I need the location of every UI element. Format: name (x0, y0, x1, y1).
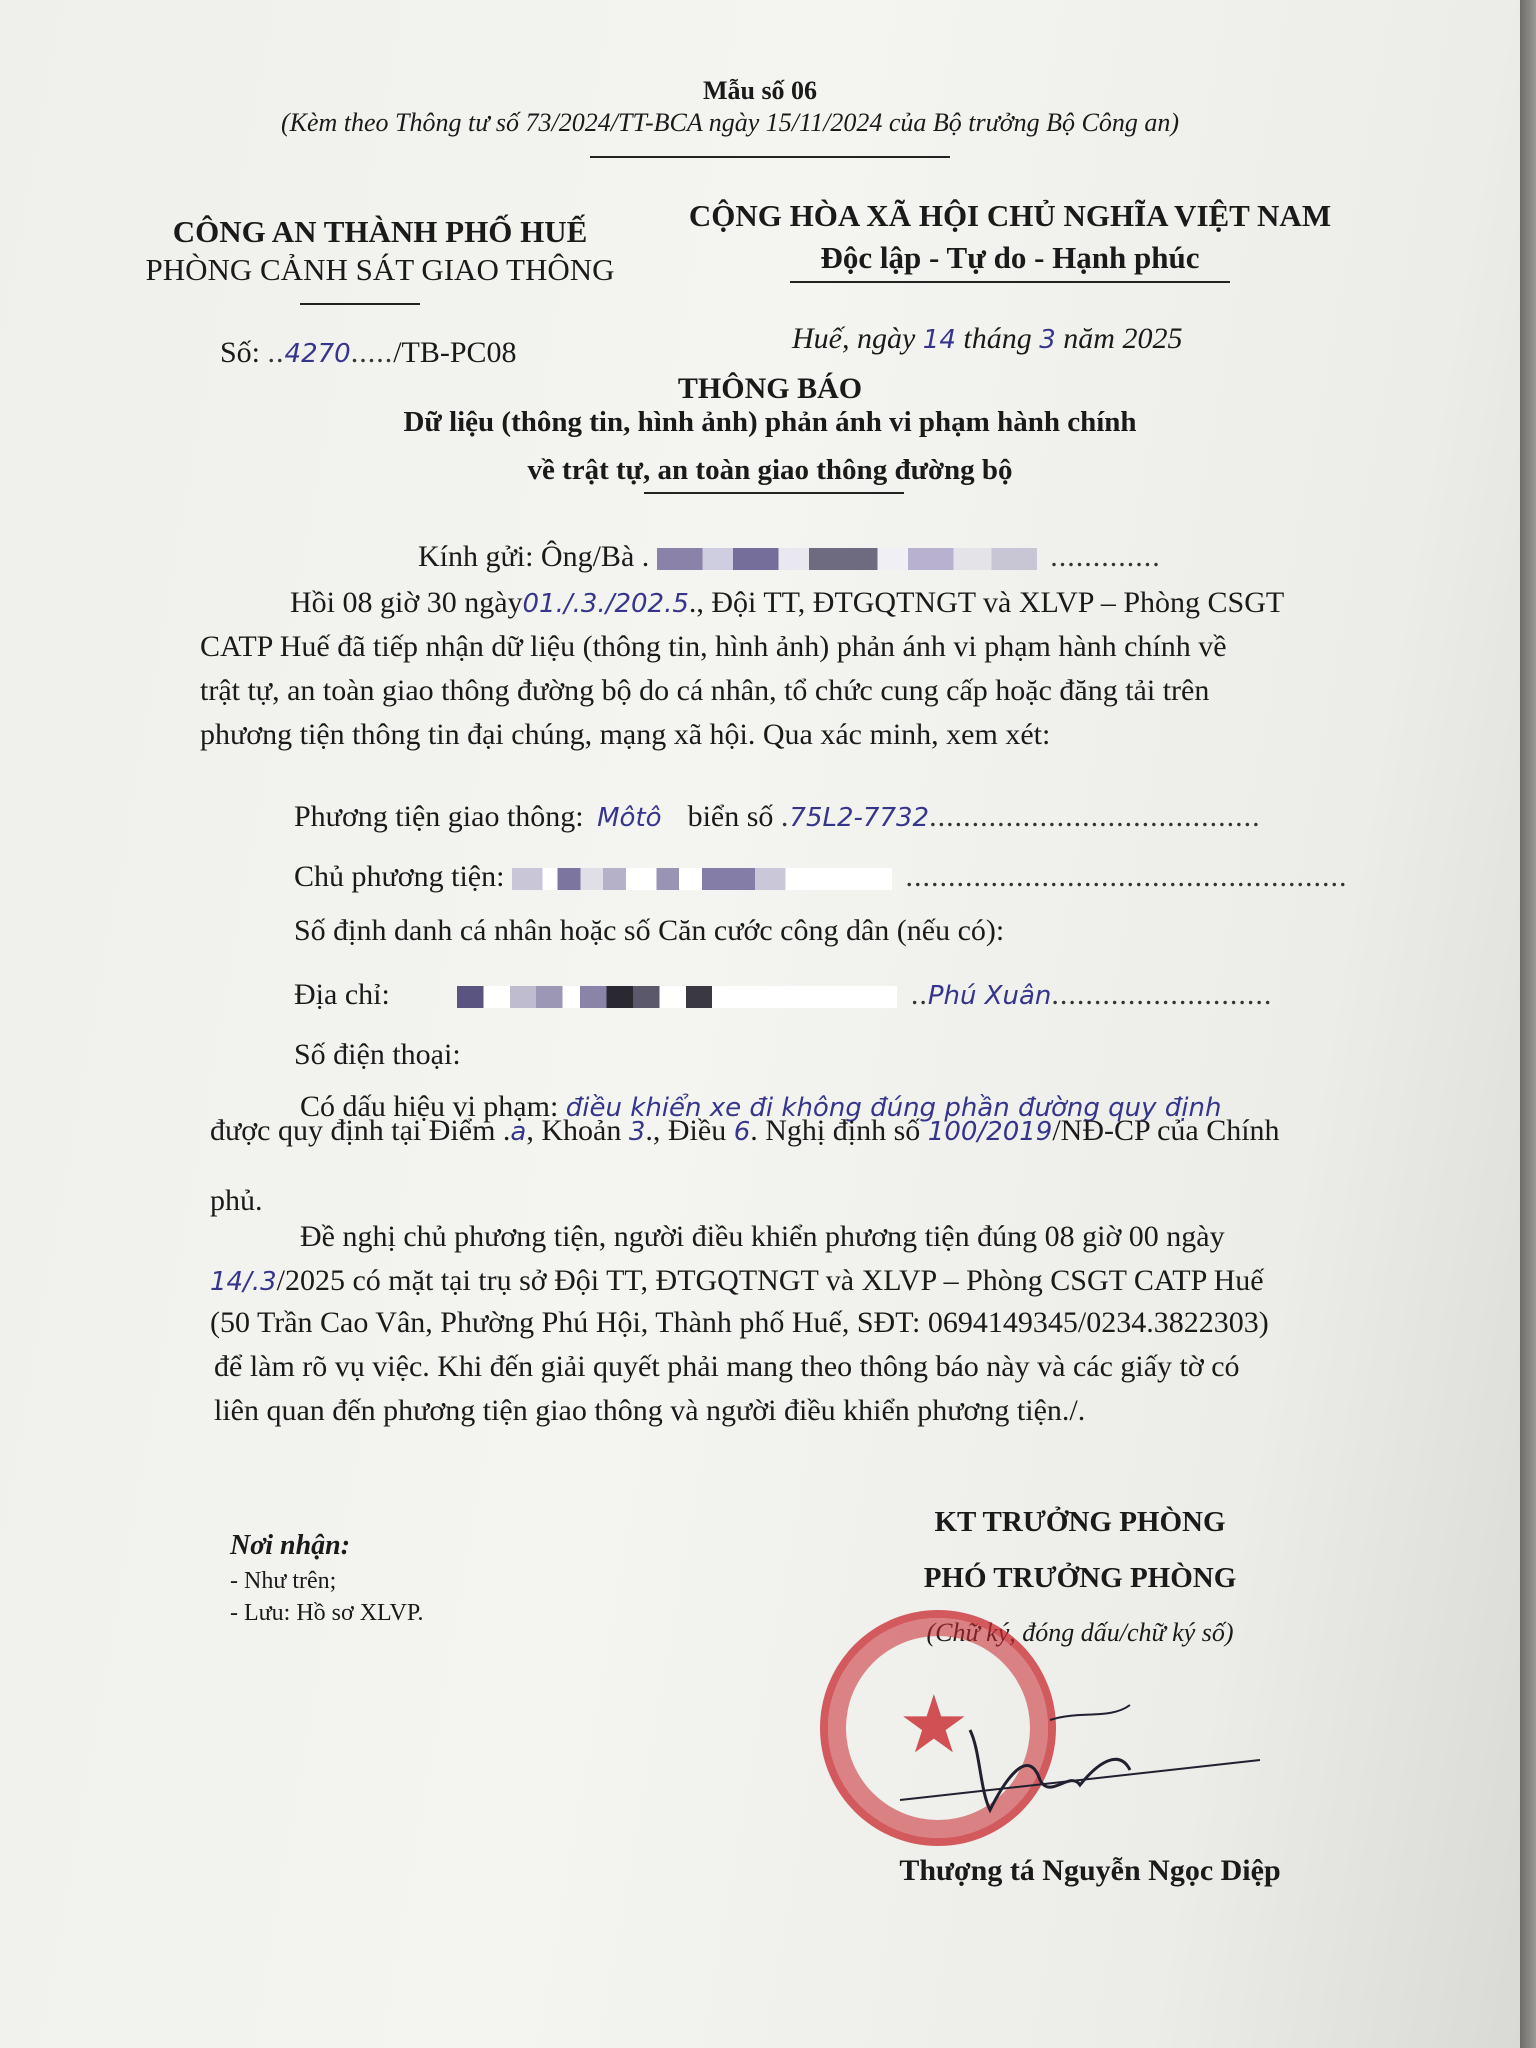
agency-name: CÔNG AN THÀNH PHỐ HUẾ (172, 214, 588, 249)
document-subtitle-2: về trật tự, an toàn giao thông đường bộ (527, 454, 1013, 486)
regulation-line: được quy định tại Điểm .a, Khoản 3., Điều 6. Nghị định số 100/2019/NĐ-CP của Chính (210, 1114, 1280, 1147)
address-value: Phú Xuân (927, 981, 1052, 1011)
doc-number-suffix: /TB-PC08 (393, 336, 517, 369)
address-line: Địa chỉ: ..Phú Xuân.......................... (294, 978, 1273, 1011)
paragraph-1-line-4: phương tiện thông tin đại chúng, mạng xã hội. Qua xác minh, xem xét: (200, 718, 1051, 751)
paragraph-1-line-1: Hồi 08 giờ 30 ngày01./.3./202.5., Đội TT, ĐTGQTNGT và XLVP – Phòng CSGT (290, 586, 1285, 619)
attached-note: (Kèm theo Thông tư số 73/2024/TT-BCA ngày 15/11/2024 của Bộ trưởng Bộ Công an) (280, 108, 1180, 137)
date-day: 14 (922, 325, 956, 355)
id-number-line: Số định danh cá nhân hoặc số Căn cước công dân (nếu có): (294, 914, 1005, 947)
vehicle-type: Môtô (597, 803, 662, 833)
redacted-name (657, 548, 1037, 570)
star-icon: ★ (898, 1678, 970, 1771)
document-number: Số: ..4270...../TB-PC08 (220, 336, 517, 369)
page-edge-shadow (1520, 0, 1536, 2048)
phone-line: Số điện thoại: (294, 1038, 461, 1071)
appointment-date: 14/.3 (210, 1267, 277, 1297)
signer-name: Thượng tá Nguyễn Ngọc Diệp (899, 1854, 1281, 1887)
vehicle-line: Phương tiện giao thông: Môtô biển số .75L2-7732....................................... (294, 800, 1261, 833)
decree-number: 100/2019 (927, 1117, 1053, 1147)
paragraph-1-line-3: trật tự, an toàn giao thông đường bộ do cá nhân, tổ chức cung cấp hoặc đăng tải trên (200, 674, 1210, 707)
paragraph-2-line-1: Đề nghị chủ phương tiện, người điều khiển phương tiện đúng 08 giờ 00 ngày (300, 1220, 1225, 1253)
document-date: Huế, ngày 14 tháng 3 năm 2025 (792, 322, 1183, 355)
paragraph-2-line-3: (50 Trần Cao Vân, Phường Phú Hội, Thành phố Huế, SĐT: 0694149345/0234.3822303) (210, 1306, 1269, 1339)
document-subtitle-1: Dữ liệu (thông tin, hình ảnh) phản ánh vi phạm hành chính (403, 406, 1137, 438)
recipients-heading: Nơi nhận: (230, 1530, 351, 1561)
paragraph-2-line-5: liên quan đến phương tiện giao thông và người điều khiển phương tiện./. (214, 1394, 1086, 1427)
regulation-point: a (510, 1117, 527, 1147)
doc-number-prefix: Số: (220, 336, 268, 369)
regulation-line-2: phủ. (210, 1184, 263, 1217)
owner-line: Chủ phương tiện: .................................................... (294, 860, 1348, 893)
document-title: THÔNG BÁO (677, 372, 863, 405)
incident-date: 01./.3./202.5 (522, 589, 689, 619)
form-number: Mẫu số 06 (702, 76, 818, 105)
signature-title-2: PHÓ TRƯỞNG PHÒNG (923, 1562, 1237, 1594)
nation-name: CỘNG HÒA XÃ HỘI CHỦ NGHĨA VIỆT NAM (688, 198, 1332, 233)
handwritten-signature (880, 1690, 1300, 1830)
date-month: 3 (1039, 325, 1056, 355)
nation-motto: Độc lập - Tự do - Hạnh phúc (820, 240, 1200, 275)
redacted-address (457, 986, 897, 1008)
paragraph-2-line-2: 14/.3/2025 có mặt tại trụ sở Đội TT, ĐTGQTNGT và XLVP – Phòng CSGT CATP Huế (210, 1264, 1264, 1297)
recipient-item-1: - Như trên; (230, 1568, 337, 1594)
license-plate: 75L2-7732 (789, 803, 930, 833)
signature-note: (Chữ ký, đóng dấu/chữ ký số) (926, 1618, 1234, 1647)
title-rule (644, 492, 904, 494)
redacted-owner (512, 868, 892, 890)
recipient-line: Kính gửi: Ông/Bà . ............. (418, 540, 1161, 573)
agency-rule (300, 303, 420, 305)
paragraph-2-line-4: để làm rõ vụ việc. Khi đến giải quyết phải mang theo thông báo này và các giấy tờ có (214, 1350, 1240, 1383)
motto-rule (790, 281, 1230, 283)
paragraph-1-line-2: CATP Huế đã tiếp nhận dữ liệu (thông tin, hình ảnh) phản ánh vi phạm hành chính về (200, 630, 1227, 663)
violation-line: Có dấu hiệu vi phạm: điều khiển xe đi không đúng phần đường quy định (300, 1090, 1222, 1123)
recipient-item-2: - Lưu: Hồ sơ XLVP. (230, 1600, 424, 1626)
header-rule (590, 156, 950, 158)
violation-description: điều khiển xe đi không đúng phần đường quy định (565, 1093, 1222, 1123)
regulation-clause: 3 (628, 1117, 646, 1147)
doc-number-value: 4270 (284, 339, 351, 369)
regulation-article: 6 (733, 1117, 751, 1147)
signature-title-1: KT TRƯỞNG PHÒNG (934, 1506, 1226, 1538)
department-name: PHÒNG CẢNH SÁT GIAO THÔNG (145, 252, 615, 287)
